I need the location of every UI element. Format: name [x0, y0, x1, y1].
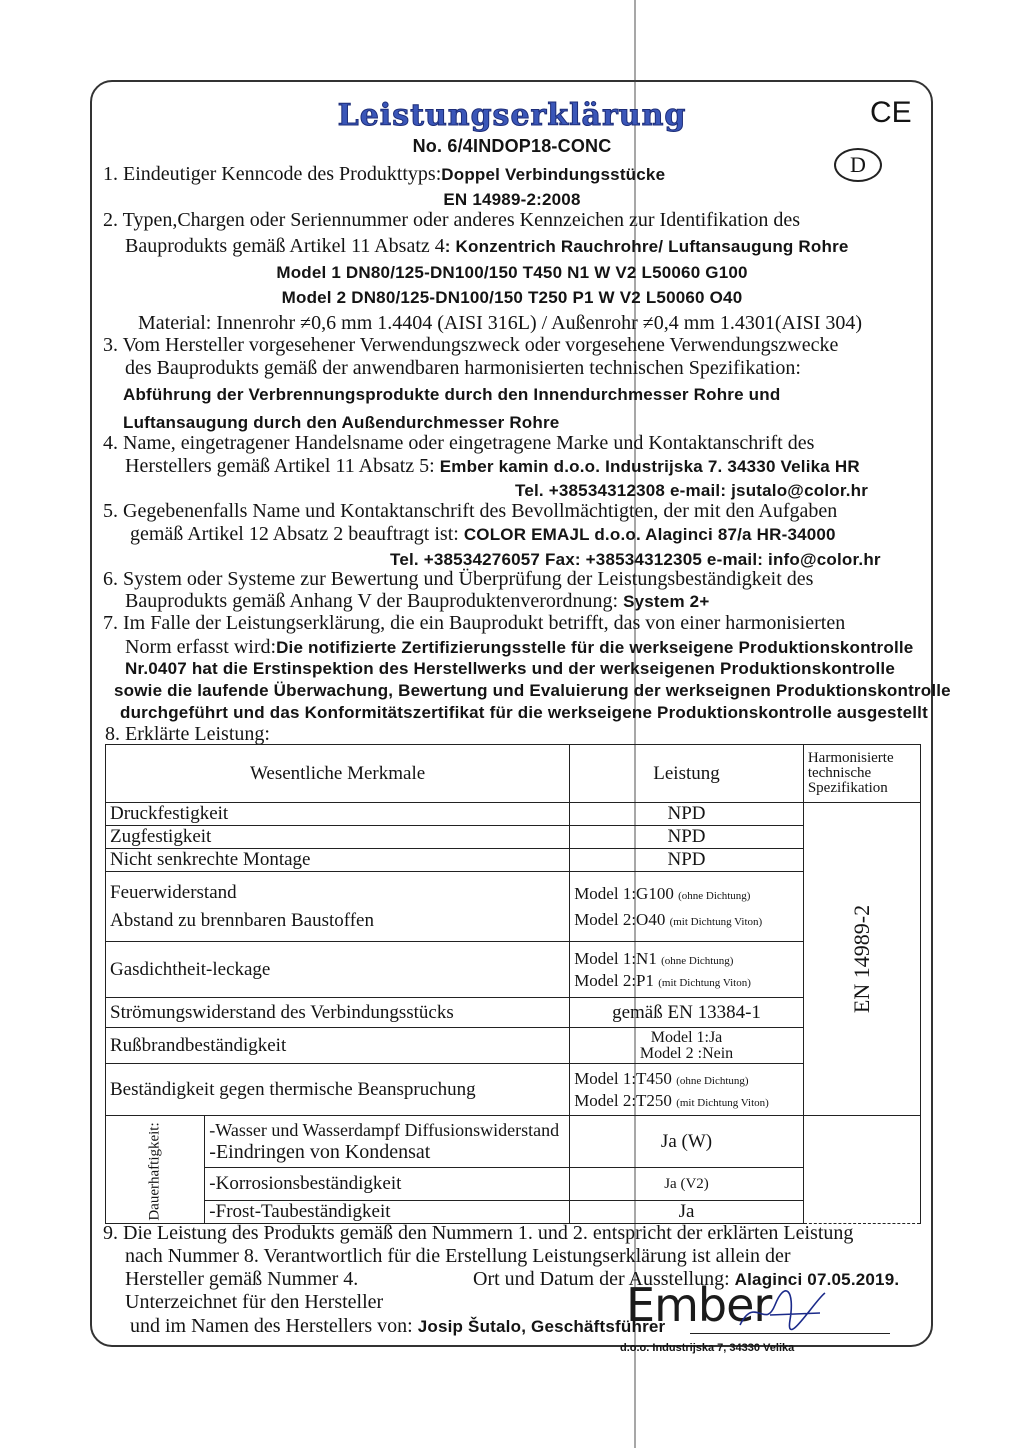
country-mark: D [834, 148, 882, 182]
section-9-line5 [130, 1315, 665, 1338]
section-3-value2: Luftansaugung durch den Außendurchmesser Rohre [123, 413, 560, 432]
section-3-line1: 3. Vom Hersteller vorgesehener Verwendungszweck oder vorgesehene Verwendungszwecke [103, 334, 839, 356]
row-name: Gasdichtheit-leckage [106, 942, 570, 998]
section-7-value4: durchgeführt und das Konformitätszertifikat für die werkseigene Produktionskontrolle ausgestellt [120, 703, 928, 722]
value-note-1: (ohne Dichtung) [676, 1074, 749, 1087]
header-spezifikation: Harmonisierte technische Spezifikation [803, 745, 920, 803]
table-row [106, 872, 921, 942]
section-4-value: Ember kamin d.o.o. Industrijska 7. 34330 Velika HR [439, 457, 860, 476]
section-1-label: 1. Eindeutiger Kenncode des Produkttyps: [103, 163, 442, 185]
section-2-line2 [125, 235, 849, 258]
row-name-line2: Abstand zu brennbaren Baustoffen [110, 909, 374, 931]
section-5-value: COLOR EMAJL d.o.o. Alaginci 87/a HR-34000 [463, 525, 836, 544]
company-stamp-logo: Ember [626, 1278, 772, 1332]
durability-label: Dauerhaftigkeit: [146, 1121, 163, 1221]
value-model-2: Model 2:T250 [574, 1090, 672, 1110]
signer-name: Josip Šutalo, Geschäftsführer [417, 1317, 666, 1336]
table-row [106, 998, 921, 1028]
section-1 [103, 163, 665, 186]
value-note-1: (ohne Dichtung) [661, 954, 734, 967]
row-value [570, 1028, 804, 1064]
doc-number: No. 6/4INDOP18-CONC [412, 136, 612, 156]
material-line: Material: Innenrohr ≠0,6 mm 1.4404 (AISI 316L) / Außenrohr ≠0,4 mm 1.4301(AISI 304) [138, 312, 863, 334]
row-value [570, 942, 804, 998]
section-7-value2: Nr.0407 hat die Erstinspektion des Herstellwerks und der werkseigenen Produktionskontrolle [125, 659, 896, 678]
value-model-1: Model 1:G100 [574, 883, 674, 903]
value-note-2: (mit Dichtung Viton) [676, 1096, 769, 1109]
section-9-line1: 9. Die Leistung des Produkts gemäß den Nummern 1. und 2. entspricht der erklärten Leistung [103, 1222, 854, 1244]
table-row [106, 942, 921, 998]
row-name-line2: -Eindringen von Kondensat [209, 1140, 431, 1163]
section-7-line2 [125, 636, 913, 659]
row-value: NPD [570, 803, 804, 826]
section-6-label: Bauprodukts gemäß Anhang V der Bauproduktenverordnung: [125, 590, 619, 612]
section-4-line2 [125, 455, 860, 478]
section-9-line4: Unterzeichnet für den Hersteller [125, 1291, 384, 1313]
value-model-2: Model 2:O40 [574, 909, 666, 929]
company-stamp-address: d.o.o. Industrijska 7, 34330 Velika [620, 1342, 795, 1354]
table-row [106, 1201, 921, 1224]
value-note-1: (ohne Dichtung) [678, 889, 751, 902]
section-5-contact: Tel. +38534276057 Fax: +38534312305 e-mail: info@color.hr [390, 550, 881, 569]
table-row [106, 1064, 921, 1116]
section-1-norm: EN 14989-2:2008 [443, 190, 581, 209]
table-row [106, 849, 921, 872]
row-value: NPD [570, 849, 804, 872]
section-8-label: 8. Erklärte Leistung: [105, 723, 270, 745]
section-5-line1: 5. Gegebenenfalls Name und Kontaktanschrift des Bevollmächtigten, der mit den Aufgaben [103, 500, 838, 522]
row-name: Rußbrandbeständigkeit [106, 1028, 570, 1064]
section-7-value3: sowie die laufende Überwachung, Bewertung und Evaluierung der werkseignen Produktionskontrolle [114, 681, 951, 700]
row-name: Beständigkeit gegen thermische Beanspruchung [106, 1064, 570, 1116]
section-6-line2 [125, 590, 709, 613]
section-2-line1: 2. Typen,Chargen oder Seriennummer oder anderes Kennzeichen zur Identifikation des [103, 209, 801, 231]
row-name: Zugfestigkeit [106, 826, 570, 849]
ce-mark: CE [870, 96, 912, 129]
table-header-row [106, 745, 921, 803]
section-9-line2: nach Nummer 8. Verantwortlich für die Erstellung Leistungserklärung ist allein der [125, 1245, 791, 1267]
row-name-line1: -Wasser und Wasserdampf Diffusionswiderstand [209, 1119, 560, 1140]
durability-cell [106, 1116, 205, 1224]
row-name: Druckfestigkeit [106, 803, 570, 826]
header-leistung: Leistung [570, 745, 804, 803]
row-name: -Korrosionsbeständigkeit [205, 1168, 570, 1201]
section-4-contact: Tel. +38534312308 e-mail: jsutalo@color.hr [515, 481, 869, 500]
section-4-label: Herstellers gemäß Artikel 11 Absatz 5: [125, 455, 435, 477]
model-2-line: Model 2 DN80/125-DN100/150 T250 P1 W V2 L50060 O40 [281, 288, 743, 307]
section-1-value: Doppel Verbindungsstücke [441, 165, 666, 184]
section-5-line2 [130, 523, 836, 546]
section-9-line3: Hersteller gemäß Nummer 4. [125, 1268, 359, 1290]
place-date-value: Alaginci 07.05.2019. [734, 1270, 900, 1289]
table-row [106, 1116, 921, 1168]
value-model-1: Model 1:Ja [650, 1028, 723, 1046]
section-6-value: System 2+ [623, 592, 710, 611]
value-note-2: (mit Dichtung Viton) [658, 976, 751, 989]
value-model-1: Model 1:N1 [574, 948, 657, 968]
row-name: Strömungswiderstand des Verbindungsstücks [106, 998, 570, 1028]
handwritten-signature [735, 1285, 830, 1335]
section-5-label: gemäß Artikel 12 Absatz 2 beauftragt ist: [130, 523, 459, 545]
value-note-2: (mit Dichtung Viton) [669, 915, 763, 928]
table-row [106, 1028, 921, 1064]
section-6-line1: 6. System oder Systeme zur Bewertung und Überprüfung der Leistungsbeständigkeit des [103, 568, 814, 590]
table-row [106, 826, 921, 849]
row-value: NPD [570, 826, 804, 849]
model-1-line: Model 1 DN80/125-DN100/150 T450 N1 W V2 L50060 G100 [276, 263, 748, 282]
value-model-2: Model 2 :Nein [639, 1044, 734, 1062]
row-value: gemäß EN 13384-1 [570, 998, 804, 1028]
place-date-label: Ort und Datum der Ausstellung: [473, 1268, 730, 1290]
row-name [205, 1116, 570, 1168]
section-7-label: Norm erfasst wird: [125, 636, 277, 658]
section-2-label: Bauprodukts gemäß Artikel 11 Absatz 4 [125, 235, 445, 257]
section-4-line1: 4. Name, eingetragener Handelsname oder eingetragene Marke und Kontaktanschrift des [103, 432, 815, 454]
row-value: Ja [570, 1201, 804, 1224]
spec-value: EN 14989-2 [848, 904, 874, 1014]
row-name-line1: Feuerwiderstand [110, 881, 237, 903]
spec-cell [803, 803, 920, 1116]
row-name [106, 872, 570, 942]
value-model-2: Model 2:P1 [574, 970, 654, 990]
section-3-value1: Abführung der Verbrennungsprodukte durch den Innendurchmesser Rohre und [123, 385, 781, 404]
value-model-1: Model 1:T450 [574, 1068, 672, 1088]
row-value: Ja (W) [570, 1116, 804, 1168]
spec-blank-cell [803, 1116, 920, 1224]
header-merkmale: Wesentliche Merkmale [106, 745, 570, 803]
section-3-line2: des Bauprodukts gemäß der anwendbaren harmonisierten technischen Spezifikation: [125, 357, 801, 379]
signer-label: und im Namen des Herstellers von: [130, 1315, 413, 1337]
row-value: Ja (V2) [570, 1168, 804, 1201]
table-row [106, 1168, 921, 1201]
performance-table [105, 744, 921, 1224]
section-7-value1: Die notifizierte Zertifizierungsstelle für die werkseigene Produktionskontrolle [276, 638, 914, 657]
section-2-value: : Konzentrich Rauchrohre/ Luftansaugung Rohre [444, 237, 849, 256]
document-title: Leistungserklärung [337, 98, 687, 133]
row-name: Nicht senkrechte Montage [106, 849, 570, 872]
table-row [106, 803, 921, 826]
row-value [570, 1064, 804, 1116]
row-name: -Frost-Taubeständigkeit [205, 1201, 570, 1224]
section-7-line1: 7. Im Falle der Leistungserklärung, die ein Bauprodukt betrifft, das von einer harmonisierten [103, 612, 846, 634]
row-value [570, 872, 804, 942]
